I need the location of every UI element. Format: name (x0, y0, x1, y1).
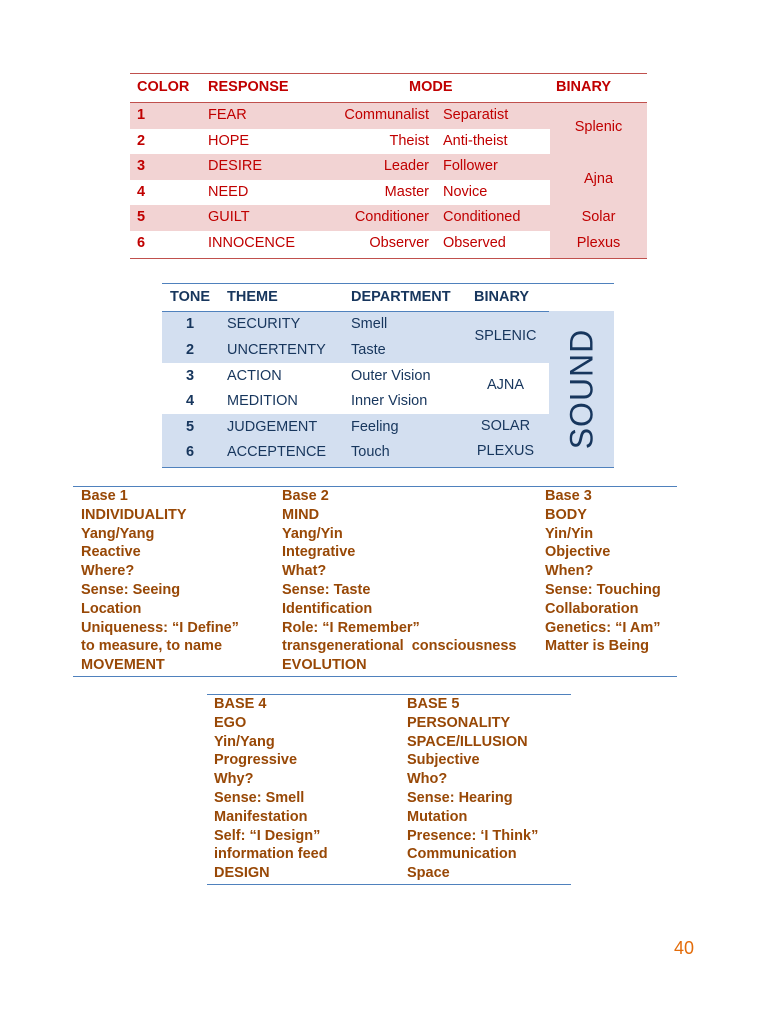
base-line: transgenerational consciousness (282, 638, 517, 655)
base-line: Genetics: “I Am” (545, 619, 661, 636)
sound-column (549, 311, 614, 467)
base-line: Progressive (214, 752, 298, 769)
bases-bottom-rule-bottom (207, 884, 571, 885)
base-line: What? (282, 563, 327, 580)
base-line: Self: “I Design” (214, 827, 321, 844)
base-line: Base 2 (282, 488, 329, 504)
response: DESIRE (208, 158, 262, 174)
department: Feeling (351, 419, 399, 435)
theme: ACTION (227, 368, 282, 384)
sound-label: SOUND (563, 328, 599, 450)
base-line: Collaboration (545, 600, 639, 617)
table-row (162, 312, 549, 337)
base-line: INDIVIDUALITY (81, 506, 187, 523)
base-line: Manifestation (214, 808, 308, 825)
base-line: to measure, to name (81, 638, 223, 655)
tone-table (162, 283, 614, 468)
binary-ajna: Ajna (583, 171, 614, 187)
mode-a: Master (384, 183, 429, 200)
header-tone: TONE (170, 289, 211, 305)
base-3-column (545, 487, 661, 656)
binary-splenic: SPLENIC (474, 328, 537, 344)
base-line: Sense: Touching (545, 581, 661, 598)
color-number: 5 (137, 209, 146, 225)
table-row (162, 440, 549, 465)
base-line: Sense: Taste (282, 581, 371, 598)
mode-b: Separatist (443, 107, 509, 123)
color-table (130, 73, 647, 259)
mode-b: Anti-theist (443, 132, 508, 149)
base-line: Reactive (81, 544, 141, 561)
base-line: BASE 5 (407, 696, 460, 712)
binary-solar: SOLAR (480, 418, 531, 434)
base-line: Base 1 (81, 488, 128, 504)
department: Inner Vision (351, 393, 428, 409)
bases-bottom-block (207, 694, 571, 886)
department: Outer Vision (351, 368, 431, 384)
department: Smell (351, 316, 388, 332)
base-line: Who? (407, 771, 448, 788)
bases-top-rule-bottom (73, 676, 677, 677)
response: NEED (208, 183, 249, 200)
bases-top-block (73, 486, 677, 678)
mode-b: Conditioned (443, 209, 521, 225)
color-number: 6 (137, 234, 146, 251)
base-4-column (214, 695, 328, 883)
binary-splenic: Splenic (574, 119, 623, 135)
department: Taste (351, 342, 386, 358)
base-line: Where? (81, 563, 135, 580)
tone-number: 2 (185, 342, 195, 358)
tone-number: 4 (185, 393, 195, 409)
header-theme: THEME (227, 289, 278, 305)
color-number: 1 (137, 107, 146, 123)
base-line: Yin/Yin (545, 525, 594, 542)
base-line: Base 3 (545, 488, 592, 504)
table-row (162, 338, 549, 363)
mode-a: Leader (383, 158, 429, 174)
mode-a: Theist (389, 132, 429, 149)
base-line: Role: “I Remember” (282, 619, 420, 636)
mode-a: Conditioner (354, 209, 429, 225)
base-5-column (407, 695, 538, 883)
base-line: Identification (282, 600, 373, 617)
base-line: Yang/Yin (282, 525, 343, 542)
tone-table-header (162, 284, 549, 312)
base-line: information feed (214, 846, 328, 863)
response: GUILT (208, 209, 250, 225)
header-color: COLOR (137, 79, 190, 95)
base-line: EGO (214, 714, 247, 731)
base-line: Integrative (282, 544, 356, 561)
base-line: Yang/Yang (81, 525, 155, 542)
base-line: PERSONALITY (407, 714, 511, 731)
mode-a: Observer (369, 234, 429, 251)
response: INNOCENCE (208, 234, 296, 251)
binary-plexus: Plexus (576, 235, 621, 251)
page-number: 40 (674, 938, 695, 958)
theme: MEDITION (227, 393, 298, 409)
table-row (162, 364, 549, 389)
header-response: RESPONSE (208, 79, 289, 95)
department: Touch (351, 444, 390, 460)
binary-solar: Solar (581, 209, 616, 225)
base-line: BODY (545, 506, 587, 523)
mode-b: Observed (443, 234, 506, 251)
base-line: MIND (282, 506, 320, 523)
base-line: Space (407, 865, 450, 882)
mode-a: Communalist (344, 107, 429, 123)
color-table-header (130, 74, 647, 103)
base-line: Matter is Being (545, 638, 649, 655)
base-line: Location (81, 600, 142, 617)
mode-b: Follower (443, 158, 498, 174)
header-binary: BINARY (474, 289, 530, 305)
theme: ACCEPTENCE (227, 444, 327, 460)
binary-plexus: PLEXUS (476, 443, 535, 459)
response: FEAR (208, 107, 247, 123)
tone-number: 1 (185, 316, 195, 332)
binary-solar-plexus-cell (550, 205, 647, 258)
color-number: 3 (137, 158, 146, 174)
header-mode: MODE (409, 79, 453, 95)
base-line: Objective (545, 544, 611, 561)
binary-ajna: AJNA (486, 377, 525, 393)
base-line: Sense: Hearing (407, 789, 513, 806)
base-line: Yin/Yang (214, 733, 275, 750)
theme: UNCERTENTY (227, 342, 326, 358)
color-number: 4 (137, 183, 146, 200)
table-row (162, 415, 549, 440)
mode-b: Novice (443, 183, 488, 200)
base-line: Communication (407, 846, 517, 863)
header-department: DEPARTMENT (351, 289, 451, 305)
base-line: When? (545, 563, 594, 580)
header-binary: BINARY (556, 79, 612, 95)
base-line: EVOLUTION (282, 657, 367, 674)
base-line: Sense: Smell (214, 789, 305, 806)
color-number: 2 (137, 132, 146, 149)
base-line: BASE 4 (214, 696, 267, 712)
base-line: SPACE/ILLUSION (407, 733, 528, 750)
binary-splenic-cell (550, 103, 647, 154)
base-line: Presence: ‘I Think” (407, 827, 539, 844)
base-line: Subjective (407, 752, 480, 769)
base-line: DESIGN (214, 865, 270, 882)
theme: JUDGEMENT (227, 419, 318, 435)
theme: SECURITY (227, 316, 301, 332)
base-line: Uniqueness: “I Define” (81, 619, 239, 636)
binary-ajna-cell (550, 154, 647, 205)
table-row (162, 389, 549, 414)
base-2-column (282, 487, 517, 675)
tone-number: 5 (185, 419, 195, 435)
base-line: MOVEMENT (81, 657, 165, 674)
base-line: Sense: Seeing (81, 581, 181, 598)
tone-number: 3 (185, 368, 195, 384)
base-1-column (81, 487, 239, 675)
response: HOPE (208, 132, 250, 149)
base-line: Why? (214, 771, 254, 788)
tone-number: 6 (185, 444, 195, 460)
base-line: Mutation (407, 808, 468, 825)
